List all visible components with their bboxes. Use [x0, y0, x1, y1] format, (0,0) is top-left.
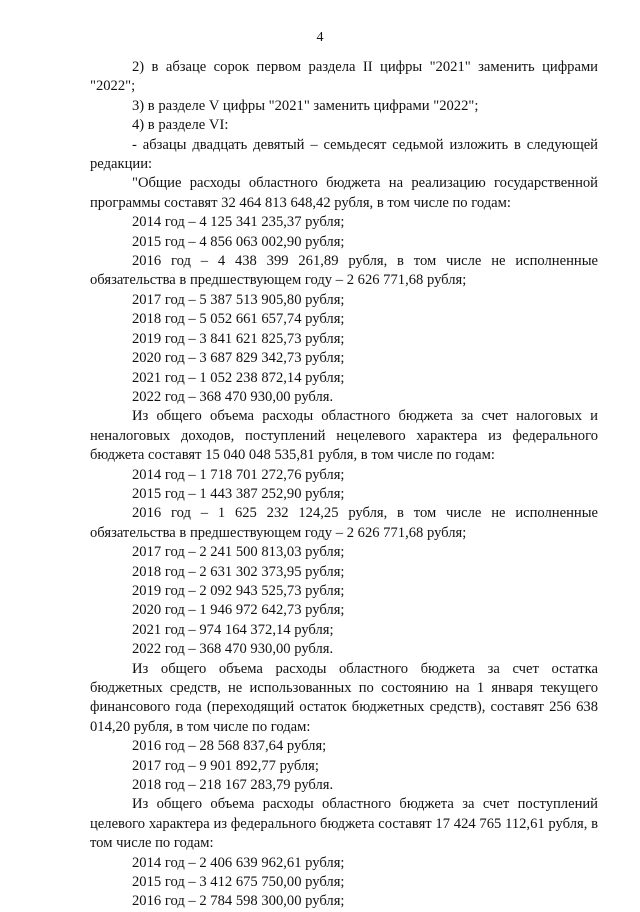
year-line: 2017 год – 2 241 500 813,03 рубля; [132, 544, 345, 561]
year-line: 2015 год – 1 443 387 252,90 рубля; [132, 485, 345, 502]
year-line-with-obligations: 2016 год – 1 625 232 124,25 рубля, в том числе не исполненные обязательства в предшествующем году – 2 626 771,68 рубля; [90, 505, 598, 541]
year-line: 2022 год – 368 470 930,00 рубля. [132, 641, 334, 658]
year-line: 2014 год – 4 125 341 235,37 рубля; [132, 214, 345, 231]
year-line: 2021 год – 974 164 372,14 рубля; [132, 621, 334, 638]
year-line: 2018 год – 5 052 661 657,74 рубля; [132, 311, 345, 328]
year-line: 2015 год – 4 856 063 002,90 рубля; [132, 233, 345, 250]
paragraph-amend-section-5: 3) в разделе V цифры "2021" заменить цифрами "2022"; [132, 97, 479, 114]
year-line: 2022 год – 368 470 930,00 рубля. [132, 388, 334, 405]
paragraph-federal-targeted: Из общего объема расходы областного бюджета за счет поступлений целевого характера из федерального бюджета составят 17 424 765 112,61 рубля, в том числе по годам: [90, 796, 598, 852]
year-line: 2014 год – 1 718 701 272,76 рубля; [132, 466, 345, 483]
year-line: 2017 год – 5 387 513 905,80 рубля; [132, 291, 345, 308]
paragraph-new-wording: - абзацы двадцать девятый – семьдесят седьмой изложить в следующей редакции: [90, 136, 598, 173]
year-line: 2018 год – 218 167 283,79 рубля. [132, 777, 334, 794]
year-line: 2020 год – 1 946 972 642,73 рубля; [132, 602, 345, 619]
year-line: 2018 год – 2 631 302 373,95 рубля; [132, 563, 345, 580]
year-line: 2020 год – 3 687 829 342,73 рубля; [132, 350, 345, 367]
paragraph-carryover-balance: Из общего объема расходы областного бюджета за счет остатка бюджетных средств, не использованных по состоянию на 1 января текущего финансового года (переходящий остаток бюджетных средств), составят 256 638 014,20 рубля, в том числе по годам: [90, 660, 598, 735]
paragraph-tax-revenue-expenses: Из общего объема расходы областного бюджета за счет налоговых и неналоговых доходов, поступлений нецелевого характера из федерального бюджета составят 15 040 048 535,81 рубля, в том числе по годам: [90, 408, 598, 464]
year-line: 2016 год – 2 784 598 300,00 рубля; [132, 893, 345, 910]
paragraph-total-expenses: "Общие расходы областного бюджета на реализацию государственной программы составят 32 464 813 648,42 рубля, в том числе по годам: [90, 175, 598, 211]
year-line: 2019 год – 3 841 621 825,73 рубля; [132, 330, 345, 347]
paragraph-amend-section-6: 4) в разделе VI: [132, 117, 229, 134]
year-line: 2021 год – 1 052 238 872,14 рубля; [132, 369, 345, 386]
year-line: 2016 год – 28 568 837,64 рубля; [132, 738, 327, 755]
paragraph-amend-section-2: 2) в абзаце сорок первом раздела II цифры "2021" заменить цифрами "2022"; [90, 59, 598, 95]
year-line: 2017 год – 9 901 892,77 рубля; [132, 757, 319, 774]
year-line-with-obligations: 2016 год – 4 438 399 261,89 рубля, в том числе не исполненные обязательства в предшествующем году – 2 626 771,68 рубля; [90, 253, 598, 289]
year-line: 2015 год – 3 412 675 750,00 рубля; [132, 874, 345, 891]
page-number: 4 [316, 30, 324, 45]
year-line: 2019 год – 2 092 943 525,73 рубля; [132, 582, 345, 599]
document-body [90, 58, 598, 912]
year-line: 2014 год – 2 406 639 962,61 рубля; [132, 854, 345, 871]
